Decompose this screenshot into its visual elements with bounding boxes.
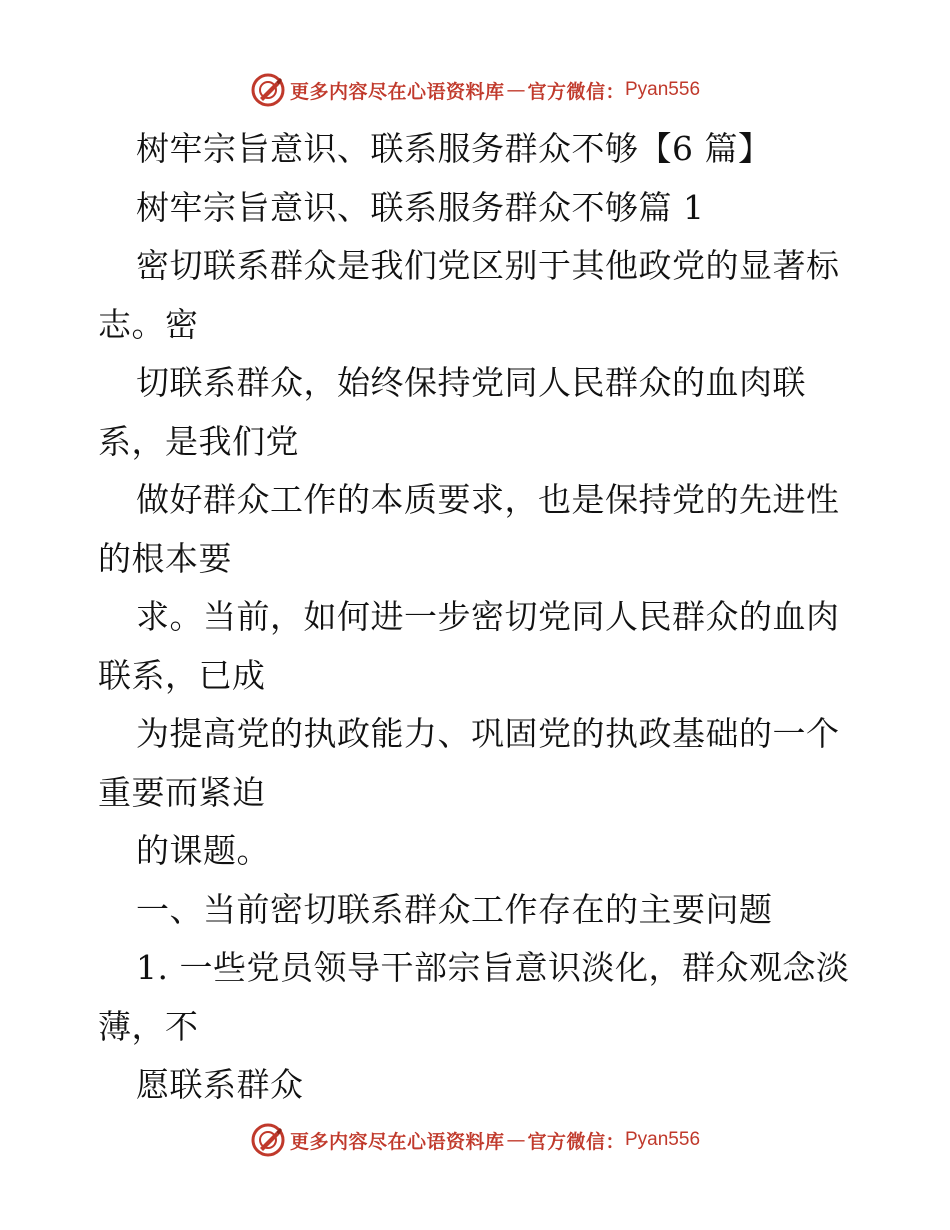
banner-text: 更多内容尽在心语资料库 <box>289 80 505 103</box>
text-line: 联系，已成 <box>98 655 266 695</box>
document-body <box>98 120 858 1115</box>
text-line: 薄，不 <box>98 1006 199 1046</box>
text-line: 密切联系群众是我们党区别于其他政党的显著标 <box>136 246 840 285</box>
text-line: 重要而紧迫 <box>98 772 266 812</box>
text-line: 志。密 <box>98 304 199 344</box>
section-title: 树牢宗旨意识、联系服务群众不够篇 1 <box>136 187 705 227</box>
text-line: 的根本要 <box>98 538 232 578</box>
text-line: 愿联系群众 <box>136 1065 304 1104</box>
banner-wechat-id: Pyan556 <box>625 79 701 100</box>
document-title: 树牢宗旨意识、联系服务群众不够【6 篇】 <box>136 129 772 168</box>
text-line: 为提高党的执政能力、巩固党的执政基础的一个 <box>136 714 840 753</box>
footer-banner <box>0 1118 950 1162</box>
banner-separator: — <box>506 1129 526 1151</box>
text-line: 的课题。 <box>136 831 270 870</box>
text-line: 1. 一些党员领导干部宗旨意识淡化，群众观念淡 <box>136 948 850 987</box>
logo-icon <box>250 72 286 108</box>
text-line: 求。当前，如何进一步密切党同人民群众的血肉 <box>136 597 840 636</box>
text-line: 做好群众工作的本质要求，也是保持党的先进性 <box>136 480 840 519</box>
banner-wechat-id: Pyan556 <box>625 1129 701 1150</box>
section-heading: 一、当前密切联系群众工作存在的主要问题 <box>136 889 773 929</box>
text-line: 系，是我们党 <box>98 421 299 461</box>
header-banner <box>0 68 950 112</box>
logo-icon <box>250 1122 286 1158</box>
text-line: 切联系群众，始终保持党同人民群众的血肉联 <box>136 363 806 402</box>
banner-official: 官方微信： <box>527 1130 625 1153</box>
banner-text: 更多内容尽在心语资料库 <box>289 1130 505 1153</box>
banner-official: 官方微信： <box>527 80 625 103</box>
banner-separator: — <box>506 79 526 101</box>
